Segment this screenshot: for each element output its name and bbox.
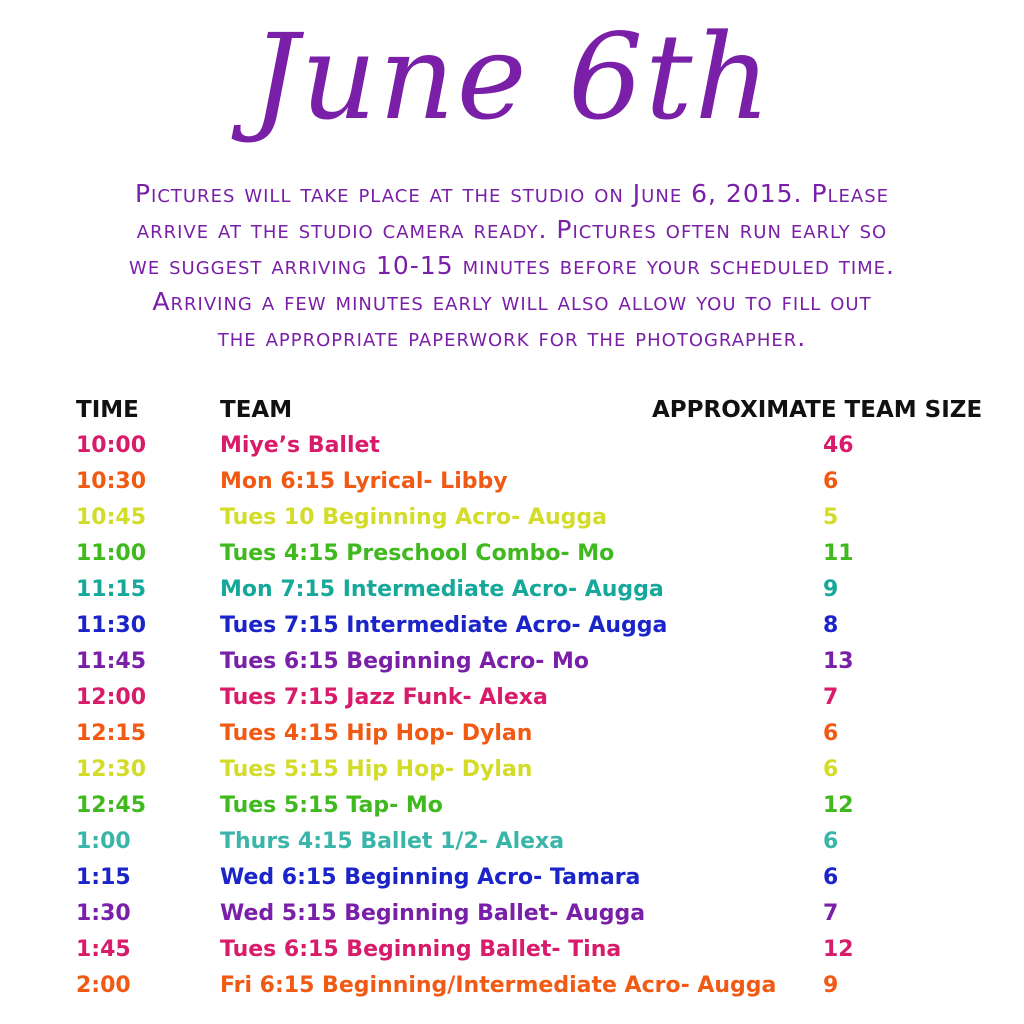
table-row — [0, 932, 1024, 968]
row-team: Wed 5:15 Beginning Ballet- Augga — [220, 901, 646, 926]
row-size: 46 — [823, 433, 854, 458]
row-time: 2:00 — [76, 973, 131, 998]
row-size: 6 — [823, 757, 839, 782]
intro-line: arrive at the studio camera ready. Pictures often run early so — [136, 215, 888, 244]
row-size: 8 — [823, 613, 839, 638]
row-time: 12:45 — [76, 793, 147, 818]
row-time: 11:45 — [76, 649, 147, 674]
table-row — [0, 824, 1024, 860]
row-size: 9 — [823, 973, 839, 998]
intro-paragraph — [80, 176, 944, 356]
row-time: 12:30 — [76, 757, 147, 782]
row-time: 1:00 — [76, 829, 131, 854]
row-time: 10:00 — [76, 433, 147, 458]
row-team: Tues 6:15 Beginning Ballet- Tina — [220, 937, 622, 962]
row-team: Fri 6:15 Beginning/Intermediate Acro- Augga — [220, 973, 777, 998]
table-row — [0, 968, 1024, 1004]
row-team: Tues 4:15 Preschool Combo- Mo — [220, 541, 615, 566]
table-row — [0, 536, 1024, 572]
row-size: 12 — [823, 937, 854, 962]
intro-line: Pictures will take place at the studio on June 6, 2015. Please — [134, 179, 890, 208]
row-team: Tues 7:15 Jazz Funk- Alexa — [220, 685, 548, 710]
table-header — [0, 392, 1024, 428]
table-row — [0, 752, 1024, 788]
page-title: June 6th — [251, 8, 773, 146]
row-team: Tues 4:15 Hip Hop- Dylan — [220, 721, 533, 746]
row-team: Mon 7:15 Intermediate Acro- Augga — [220, 577, 664, 602]
row-time: 11:00 — [76, 541, 147, 566]
table-row — [0, 788, 1024, 824]
row-team: Thurs 4:15 Ballet 1/2- Alexa — [220, 829, 565, 854]
row-size: 9 — [823, 577, 839, 602]
header-time: TIME — [76, 397, 139, 423]
row-time: 1:45 — [76, 937, 131, 962]
row-size: 5 — [823, 505, 839, 530]
row-team: Tues 10 Beginning Acro- Augga — [220, 505, 607, 530]
row-team: Tues 5:15 Tap- Mo — [220, 793, 443, 818]
table-row — [0, 896, 1024, 932]
row-time: 12:00 — [76, 685, 147, 710]
row-time: 11:30 — [76, 613, 147, 638]
table-row — [0, 860, 1024, 896]
row-size: 6 — [823, 469, 839, 494]
table-row — [0, 644, 1024, 680]
table-row — [0, 572, 1024, 608]
intro-line: Arriving a few minutes early will also allow you to fill out — [152, 287, 872, 316]
row-time: 11:15 — [76, 577, 147, 602]
row-size: 12 — [823, 793, 854, 818]
table-row — [0, 464, 1024, 500]
row-size: 6 — [823, 865, 839, 890]
intro-line: we suggest arriving 10-15 minutes before your scheduled time. — [129, 251, 895, 280]
row-size: 11 — [823, 541, 854, 566]
row-team: Miye’s Ballet — [220, 433, 380, 458]
row-time: 1:30 — [76, 901, 131, 926]
header-size: APPROXIMATE TEAM SIZE — [652, 397, 983, 423]
table-row — [0, 500, 1024, 536]
row-size: 6 — [823, 829, 839, 854]
row-team: Tues 5:15 Hip Hop- Dylan — [220, 757, 533, 782]
schedule-table — [0, 392, 1024, 1004]
table-row — [0, 716, 1024, 752]
row-team: Tues 6:15 Beginning Acro- Mo — [220, 649, 590, 674]
table-row — [0, 428, 1024, 464]
header-team: TEAM — [220, 397, 293, 423]
row-size: 6 — [823, 721, 839, 746]
table-row — [0, 608, 1024, 644]
row-time: 1:15 — [76, 865, 131, 890]
row-size: 13 — [823, 649, 854, 674]
row-team: Tues 7:15 Intermediate Acro- Augga — [220, 613, 668, 638]
row-team: Mon 6:15 Lyrical- Libby — [220, 469, 508, 494]
row-size: 7 — [823, 901, 839, 926]
row-size: 7 — [823, 685, 839, 710]
row-time: 10:45 — [76, 505, 147, 530]
schedule-rows — [0, 428, 1024, 1004]
table-row — [0, 680, 1024, 716]
row-time: 12:15 — [76, 721, 147, 746]
row-team: Wed 6:15 Beginning Acro- Tamara — [220, 865, 641, 890]
row-time: 10:30 — [76, 469, 147, 494]
intro-line: the appropriate paperwork for the photographer. — [217, 323, 807, 352]
